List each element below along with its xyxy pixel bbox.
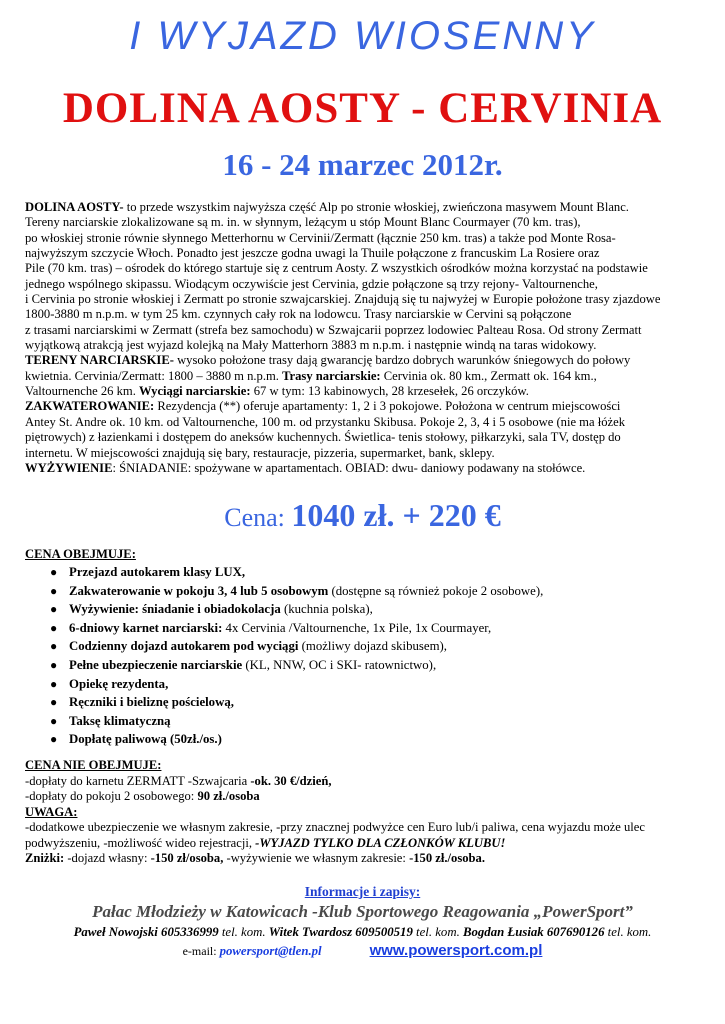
description-line: Antey St. Andre ok. 10 km. od Valtournenche, 100 m. od przystanku Skibusa. Pokoje 2, 3, 4 i 5 osobowe (nie ma łóżek [25, 414, 625, 429]
description-line: kwietnia. Cervinia/Zermatt: 1800 – 3880 m n.p.m. Trasy narciarskie: Cervinia ok. 80 km., Zermatt ok. 164 km., [25, 368, 597, 383]
description-line: WYŻYWIENIE: ŚNIADANIE: spożywane w apartamentach. OBIAD: dwu- daniowy podawany na stołówce. [25, 460, 586, 475]
trip-title: I WYJAZD WIOSENNY [129, 14, 596, 58]
included-item: ● Ręczniki i bieliznę pościelową, [25, 693, 543, 712]
included-item: ● Dopłatę paliwową (50zł./os.) [25, 730, 543, 749]
included-item: ● Zakwaterowanie w pokoju 3, 4 lub 5 osobowym (dostępne są również pokoje 2 osobowe), [25, 582, 543, 601]
description-line: 1800-3880 m n.p.m. w tym 25 km. czynnych cały rok na lodowcu. Trasy narciarskie w Cervini są połączone [25, 307, 572, 322]
excluded-line-1: -dopłaty do karnetu ZERMATT -Szwajcaria -ok. 30 €/dzień, [25, 773, 332, 788]
bullet-icon: ● [50, 620, 58, 635]
description-line: jednego wspólnego skipassu. Wiodącym oczywiście jest Cervinia, gdzie połączone są trzy rejony- Valtournenche, [25, 276, 598, 291]
note-heading: UWAGA: [25, 804, 78, 819]
contact-name: Bogdan Łusiak 607690126 [462, 925, 605, 939]
included-item: ● 6-dniowy karnet narciarski: 4x Cervinia /Valtournenche, 1x Pile, 1x Courmayer, [25, 619, 543, 638]
description-line: TERENY NARCIARSKIE- wysoko położone trasy dają gwarancję bardzo dobrych warunków śniegowych do połowy [25, 353, 631, 368]
contacts-line: Paweł Nowojski 605336999 tel. kom. Witek Twardosz 609500519 tel. kom. Bogdan Łusiak 607690126 tel. kom. [73, 925, 652, 939]
excluded-heading: CENA NIE OBEJMUJE: [25, 758, 162, 772]
description-line: DOLINA AOSTY- to przede wszystkim najwyższa część Alp po stronie włoskiej, zwieńczona masywem Mount Blanc. [25, 200, 629, 214]
excluded-section [25, 758, 645, 867]
description-line: internetu. W miejscowości znajdują się bary, restauracje, pizzeria, supermarket, bank, sklepy. [25, 445, 495, 460]
discounts-line: Zniżki: -dojazd własny: -150 zł/osoba, -wyżywienie we własnym zakresie: -150 zł./osoba. [25, 851, 485, 865]
info-heading: Informacje i zapisy: [304, 884, 421, 899]
organizer-line: Pałac Młodzieży w Katowicach -Klub Sportowego Reagowania „PowerSport” [92, 902, 633, 921]
description-line: i Cervinia po stronie włoskiej i Zermatt po stronie szwajcarskiej. Znajdują się tu najwyżej w Europie położone trasy zjazdowe [25, 292, 661, 307]
included-item: ● Pełne ubezpieczenie narciarskie (KL, NNW, OC i SKI- ratownictwo), [25, 656, 543, 675]
bullet-icon: ● [50, 695, 58, 710]
email-link[interactable]: powersport@tlen.pl [219, 944, 322, 958]
description-line: Tereny narciarskie zlokalizowane są m. in. w słynnym, leżącym u stóp Mount Blanc Courmayer (70 km. tras), [25, 215, 581, 230]
included-item: ● Przejazd autokarem klasy LUX, [25, 563, 543, 582]
description-block [25, 200, 715, 476]
bullet-icon: ● [50, 639, 58, 654]
included-item: ● Opiekę rezydenta, [25, 675, 543, 694]
price-label: Cena: [224, 503, 292, 532]
trip-dates: 16 - 24 marzec 2012r. [222, 147, 503, 182]
included-item: ● Taksę klimatyczną [25, 712, 543, 731]
description-line: ZAKWATEROWANIE: Rezydencja (**) oferuje apartamenty: 1, 2 i 3 pokojowe. Położona w centrum miejscowości [25, 399, 621, 414]
email-label: e-mail: [182, 944, 220, 958]
description-line: najwyższym szczycie Włoch. Ponadto jest jeszcze godna uwagi la Thuile połączone z francuskim La Rosiere oraz [25, 246, 600, 261]
note-line-1: -dodatkowe ubezpieczenie we własnym zakresie, -przy znacznej podwyżce cen Euro lub/i paliwa, cena wyjazdu może ulec [25, 820, 645, 834]
price-line [0, 497, 725, 534]
description-line: Pile (70 km. tras) – ośrodek do którego startuje się z centrum Aosty. Z wszystkich ośrodków można korzystać na podstawie [25, 261, 648, 276]
contact-online [0, 942, 725, 959]
description-line: piętrowych) z łazienkami i dostępem do aneksów kuchennych. Świetlica- tenis stołowy, piłkarzyki, sala TV, dostęp do [25, 430, 621, 445]
description-line: Valtournenche 26 km. Wyciągi narciarskie: 67 w tym: 13 kabinowych, 28 krzesełek, 26 orczyków. [25, 384, 529, 399]
bullet-icon: ● [50, 713, 58, 728]
destination-title: DOLINA AOSTY - CERVINIA [62, 85, 663, 132]
description-line: po włoskiej stronie równie słynnego Metterhornu w Cervinii/Zermatt (łącznie 250 km. tras) a także pod Monte Rosa- [25, 230, 616, 245]
bullet-icon: ● [50, 732, 58, 747]
included-heading [25, 547, 136, 563]
excluded-line-2: -dopłaty do pokoju 2 osobowego: 90 zł./osoba [25, 789, 260, 803]
description-line: z trasami narciarskimi w Zermatt (strefa bez samochodu) w Szwajcarii poprzez lodowiec Palteau Rosa. Od strony Zermatt [25, 322, 642, 337]
contact-name: Witek Twardosz 609500519 [268, 925, 413, 939]
bullet-icon: ● [50, 676, 58, 691]
included-item: ● Wyżywienie: śniadanie i obiadokolacja (kuchnia polska), [25, 600, 543, 619]
price-value: 1040 zł. + 220 € [291, 497, 501, 533]
included-heading-text: CENA OBEJMUJE: [25, 547, 136, 561]
note-line-2: podwyższeniu, -możliwość wideo rejestracji, -WYJAZD TYLKO DLA CZŁONKÓW KLUBU! [25, 835, 506, 850]
bullet-icon: ● [50, 602, 58, 617]
bullet-icon: ● [50, 565, 58, 579]
contact-name: Paweł Nowojski 605336999 [73, 925, 219, 939]
included-item: ● Codzienny dojazd autokarem pod wyciągi (możliwy dojazd skibusem), [25, 637, 543, 656]
bullet-icon: ● [50, 657, 58, 672]
bullet-icon: ● [50, 583, 58, 598]
included-list [25, 563, 543, 749]
description-line: wyjątkową atrakcją jest wyjazd kolejką na Mały Matterhorn 3883 m n.p.m. i następnie windą na taras widokowy. [25, 338, 597, 353]
website-link[interactable]: www.powersport.com.pl [369, 942, 543, 959]
